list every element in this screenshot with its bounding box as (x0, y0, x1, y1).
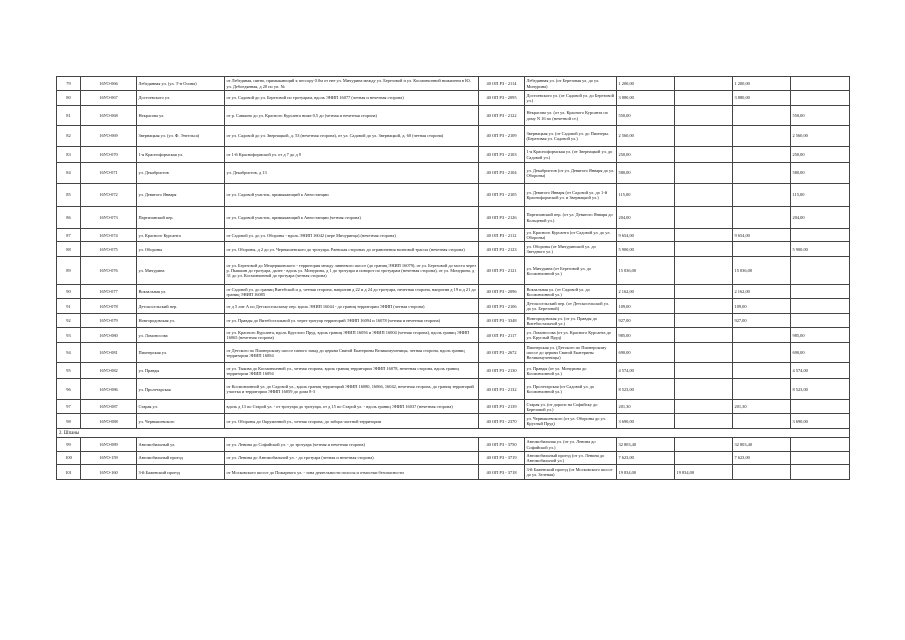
row-name: 3-й Баженский проезд (137, 465, 225, 480)
row-area-cat1 (675, 414, 733, 429)
row-area-cat3 (791, 400, 850, 414)
row-section: Лебедянная ул. (от Березовая ул. до ул. Мичурина) (525, 77, 617, 91)
row-area-cat1 (675, 207, 733, 229)
row-area-cat2: 7 623,00 (733, 451, 791, 464)
row-area-cat1 (675, 229, 733, 242)
row-reg-number: 40 ОП РЗ - 2096 (479, 285, 525, 299)
row-section: ул. Девятого Января (от Садовой ул. до 1-й Красноформской ул. и Звернацкой ул.) (525, 184, 617, 207)
row-area-cat2 (733, 106, 791, 126)
row-area-cat3: 2 560,00 (791, 126, 850, 147)
row-total-area: 15 036,00 (617, 257, 675, 285)
row-code: 16УО-086 (81, 379, 137, 400)
document-page (56, 76, 849, 480)
row-area-cat2 (733, 414, 791, 429)
row-section: Партизанский пер. (от ул. Девятого Января до Кольцевой ул.) (525, 207, 617, 229)
row-number: 83 (57, 147, 81, 163)
roads-table (56, 76, 850, 480)
row-name: Достоевского ул. (137, 91, 225, 106)
row-section: ул. Пролетарская (от Садовой ул. до Космовчонной ул.) (525, 379, 617, 400)
row-area-cat3: 5 900,00 (791, 242, 850, 257)
row-number: 87 (57, 229, 81, 242)
table-row (57, 379, 850, 400)
row-area-cat2: 2 162,00 (733, 285, 791, 299)
table-row (57, 106, 850, 126)
table-row (57, 451, 850, 464)
table-row (57, 363, 850, 379)
row-reg-number: 40 ОП РЗ - 2117 (479, 328, 525, 343)
row-name: Пионерская ул. (137, 343, 225, 363)
row-name: ул. Обороны (137, 242, 225, 257)
row-name: ул. Пролетарская (137, 379, 225, 400)
row-number: 101 (57, 465, 81, 480)
row-reg-number: 40 ОП РЗ - 2130 (479, 363, 525, 379)
row-description: от ул. Березовой до Мещеряковского - территория между ливневого шоссе (до границ ЭНИП 16079), от ул. Березовой до моста через р. Пышкин до тротуара, далее - вдоль ул. Мичурина, д 1 до тротуара и поворот по тротуарам (нечетная сторона), от ул. Мичурина, д 31 до ул. Космовчонной до тротуара (четная сторона) (225, 257, 479, 285)
row-description: от Детского по Пионерскому шоссе паного запад до церкви Святой Екатерины Великомученицы, четная сторона, вдоль границ территории ЭНИП 16084 (225, 343, 479, 363)
row-description: от Московского шоссе до Пожарного ул. - зона деятельности полосы и отмостки безопасности (225, 465, 479, 480)
row-area-cat1 (675, 328, 733, 343)
row-number: 100 (57, 451, 81, 464)
row-area-cat1 (675, 299, 733, 314)
row-area-cat3: 250,00 (791, 147, 850, 163)
row-area-cat3: 8 523,00 (791, 379, 850, 400)
row-area-cat1 (675, 106, 733, 126)
row-total-area: 927,00 (617, 314, 675, 328)
row-section: Звернацкая ул. (от Садовой ул. до Пионеры. (Березовая ул. Садовой ул.) (525, 126, 617, 147)
row-description: от ул. Тыкова до Космовчонной ул., четная сторона, вдоль границ территории ЭНИП 16078, нечетная сторона, вдоль границ территории ЭНИП 16094 (225, 363, 479, 379)
table-row (57, 343, 850, 363)
row-section: Автомобильный проезд (от ул. Ленина до Автомобильной ул.) (525, 451, 617, 464)
row-code: 16УО-087 (81, 400, 137, 414)
row-area-cat2 (733, 207, 791, 229)
row-name: ул. Чернышевского (137, 414, 225, 429)
row-area-cat3: 580,00 (791, 163, 850, 184)
row-area-cat1 (675, 163, 733, 184)
row-description: от 1-й Красноформской ул. от д 7 до д 9 (225, 147, 479, 163)
row-area-cat2: 201,30 (733, 400, 791, 414)
row-name: ул. Декабристов (137, 163, 225, 184)
row-description: от р. Савкино до ул. Красного Курсанта ниже 0,5 до (четная и нечетная сторона) (225, 106, 479, 126)
row-code: 16УО-160 (81, 465, 137, 480)
row-area-cat1: 19 834,00 (675, 465, 733, 480)
row-description: ул. Декабристов, д 13 (225, 163, 479, 184)
row-description: от Садовой ул. до границ Витебской и д. четная сторона, напротив д 22 и д 24 до тротуара, нечетная сторона, напротив д 19 и д 21 до границ ЭНИП 16085 (225, 285, 479, 299)
row-number: 79 (57, 77, 81, 91)
row-section: Достоевского ул. (от Садовой ул. до Березовой ул.) (525, 91, 617, 106)
row-reg-number: 40 ОП РЗ - 2370 (479, 414, 525, 429)
row-number: 91 (57, 299, 81, 314)
row-code: 16УО-076 (81, 257, 137, 285)
row-total-area: 32 803,40 (617, 438, 675, 451)
row-total-area: 115,00 (617, 184, 675, 207)
row-code: 16УО-072 (81, 184, 137, 207)
row-area-cat2 (733, 184, 791, 207)
row-description: от ул. Обороны до Окруженной ул., четная сторона, до забора частной территории (225, 414, 479, 429)
row-area-cat3 (791, 438, 850, 451)
table-row (57, 314, 850, 328)
row-name: ул. Девятого Января (137, 184, 225, 207)
row-area-cat2 (733, 147, 791, 163)
row-reg-number: 40 ОП РЗ - 3719 (479, 451, 525, 464)
table-row (57, 126, 850, 147)
row-number: 82 (57, 126, 81, 147)
row-area-cat2: 927,00 (733, 314, 791, 328)
row-area-cat2 (733, 328, 791, 343)
row-number: 89 (57, 257, 81, 285)
row-area-cat3 (791, 285, 850, 299)
row-reg-number: 40 ОП РЗ - 3750 (479, 438, 525, 451)
row-number: 81 (57, 106, 81, 126)
row-section: Новгородовская ул. (от ул. Правды до Витебостальной ул.) (525, 314, 617, 328)
row-area-cat3: 204,00 (791, 207, 850, 229)
row-section: ул. Правды (от ул. Мичурина до Космовчонной ул.) (525, 363, 617, 379)
row-code: 16УО-088 (81, 414, 137, 429)
table-row (57, 77, 850, 91)
row-name: ул. Правды (137, 363, 225, 379)
row-reg-number: 40 ОП РЗ - 2121 (479, 257, 525, 285)
section-row (57, 429, 850, 438)
row-area-cat1 (675, 400, 733, 414)
row-section: 3-й Баженский проезд (от Московского шоссе до ул. Зеленая) (525, 465, 617, 480)
row-area-cat1 (675, 343, 733, 363)
row-code: 16УО-079 (81, 314, 137, 328)
row-reg-number: 40 ОП РЗ - 2139 (479, 400, 525, 414)
row-description: от ул. Садовой участок, примыкающий к Автостанции (225, 184, 479, 207)
row-section: ул. Декабристов (от ул. Девятого Января до ул. Обороны) (525, 163, 617, 184)
row-code: 16УО-069 (81, 126, 137, 147)
row-area-cat2: 15 036,00 (733, 257, 791, 285)
row-name: Автомобильный ул. (137, 438, 225, 451)
row-reg-number: 40 ОП РЗ - 2106 (479, 299, 525, 314)
row-section: ул. Ломоносова (от ул. Красного Курсанта до ул. Круглый Пруд) (525, 328, 617, 343)
row-reg-number: 40 ОП РЗ - 2103 (479, 147, 525, 163)
row-total-area: 7 623,00 (617, 451, 675, 464)
row-total-area: 9 654,00 (617, 229, 675, 242)
table-row (57, 400, 850, 414)
row-code: 16УО-073 (81, 207, 137, 229)
row-name: Новгородовская ул. (137, 314, 225, 328)
row-description: от ул. Садовой участок, примыкающий к Автостанции (четная сторона) (225, 207, 479, 229)
row-area-cat2 (733, 379, 791, 400)
row-number: 95 (57, 363, 81, 379)
row-code: 16УО-077 (81, 285, 137, 299)
row-description: от Космовчонной ул. до Садовой ул., вдоль границ территорий ЭНИП 16080, 16066, 16042, нечетная сторона, до границ территорий участка и территории ЭНИП 16059 до дома 8-3 (225, 379, 479, 400)
row-section: Некрасова ул. (от ул. Красного Курсанта по дому N 16 по (нечетной ст.) (525, 106, 617, 126)
row-area-cat3: 690,00 (791, 343, 850, 363)
table-row (57, 414, 850, 429)
row-number: 92 (57, 314, 81, 328)
row-section: Автомобильная ул. (от ул. Ленина до Софийской ул.) (525, 438, 617, 451)
row-reg-number: 40 ОП РЗ - 2114 (479, 77, 525, 91)
section-label: 2. Шпаны (57, 429, 850, 438)
row-name: ул. Мичурина (137, 257, 225, 285)
table-row (57, 207, 850, 229)
row-area-cat2 (733, 163, 791, 184)
row-name: Звернацкая ул. (ул. Ф. Энгельса) (137, 126, 225, 147)
row-area-cat3 (791, 257, 850, 285)
row-number: 90 (57, 285, 81, 299)
row-area-cat1 (675, 91, 733, 106)
row-area-cat1 (675, 147, 733, 163)
table-row (57, 299, 850, 314)
row-total-area: 5 900,00 (617, 242, 675, 257)
row-section: ул. Мичурина (от Березовой ул. до Космовчонной ул.) (525, 257, 617, 285)
row-area-cat3: 115,00 (791, 184, 850, 207)
row-description: от ул. Садовой до ул. Березовой по тротуарам, вдоль ЭНИП 16077 (четная и нечетная сторона) (225, 91, 479, 106)
row-number: 86 (57, 207, 81, 229)
row-number: 96 (57, 379, 81, 400)
row-name: ул. Ломоносова (137, 328, 225, 343)
row-number: 80 (57, 91, 81, 106)
row-reg-number: 40 ОП РЗ - 2105 (479, 184, 525, 207)
row-description: от ул. Красного Курсанта, вдоль Круглого Пруд, вдоль границ ЭНИП 16056 и ЭНИП 16004 (четная сторона), вдоль границ ЭНИП 16065 (нечетная сторона) (225, 328, 479, 343)
row-code: 16УО-089 (81, 438, 137, 451)
row-number: 97 (57, 400, 81, 414)
row-area-cat3 (791, 314, 850, 328)
row-reg-number: 40 ОП РЗ - 2132 (479, 379, 525, 400)
row-description: от Лебедяная, пятно, примыкающий к пессору 0.0м от нее ул. Мичурина между ул. Березовой и ул. Космовчонной нижилени в Ю, ул. Дебоедянная, д 20 по уп. № (225, 77, 479, 91)
row-section: Детскосельский пер. (от Детскосельской ул. до ул. Березовой) (525, 299, 617, 314)
row-number: 84 (57, 163, 81, 184)
row-reg-number: 40 ОП РЗ - 2672 (479, 343, 525, 363)
row-name: Автомобильный проезд (137, 451, 225, 464)
row-section: ул. Обороны (от Мичуринской ул. до Звездного ул.) (525, 242, 617, 257)
row-reg-number: 40 ОП РЗ - 2122 (479, 106, 525, 126)
row-name: Старая ул. (137, 400, 225, 414)
row-total-area: 985,00 (617, 328, 675, 343)
row-section: 1-я Красноформская ул. (от Звернацкой ул. до Садовой ул.) (525, 147, 617, 163)
row-description: от ул. Правды до Витебостальной ул. через тротуар территорий ЭНИП 16094 и 16078 (четная и нечетная сторона) (225, 314, 479, 328)
row-area-cat1 (675, 438, 733, 451)
row-total-area: 204,00 (617, 207, 675, 229)
row-area-cat2 (733, 126, 791, 147)
row-description: от ул. Ленина до Автомобильной ул. - до тротуара (четная и нечетная сторона) (225, 451, 479, 464)
row-area-cat2: 9 654,00 (733, 229, 791, 242)
row-number: 98 (57, 414, 81, 429)
row-total-area: 8 523,00 (617, 379, 675, 400)
row-code: 16УО-159 (81, 451, 137, 464)
row-area-cat3 (791, 451, 850, 464)
row-reg-number: 40 ОП РЗ - 2095 (479, 91, 525, 106)
row-name: Детскосельский пер. (137, 299, 225, 314)
row-section: Пионерская ул. (Детского по Пионерскому шоссе до церкви Святой Екатерины Великомученицы) (525, 343, 617, 363)
row-area-cat1 (675, 242, 733, 257)
row-name: 1-я Красноформская ул. (137, 147, 225, 163)
row-area-cat2 (733, 242, 791, 257)
row-code: 16УО-080 (81, 328, 137, 343)
row-total-area: 580,00 (617, 163, 675, 184)
row-area-cat3: 550,00 (791, 106, 850, 126)
row-area-cat1 (675, 257, 733, 285)
row-total-area: 109,00 (617, 299, 675, 314)
row-area-cat3 (791, 465, 850, 480)
row-area-cat1 (675, 379, 733, 400)
row-area-cat2 (733, 343, 791, 363)
row-number: 88 (57, 242, 81, 257)
table-row (57, 147, 850, 163)
row-area-cat2 (733, 363, 791, 379)
table-row (57, 328, 850, 343)
row-total-area: 201,30 (617, 400, 675, 414)
table-row (57, 257, 850, 285)
row-total-area: 19 834,00 (617, 465, 675, 480)
row-name: Партизанский пер. (137, 207, 225, 229)
table-row (57, 163, 850, 184)
row-area-cat2: 32 803,40 (733, 438, 791, 451)
table-body (57, 77, 850, 480)
row-section: Вокзальная ул. (от Садовой ул. до Космовчонной ул.) (525, 285, 617, 299)
row-reg-number: 40 ОП РЗ - 3348 (479, 314, 525, 328)
row-section: Старая ул. (от дороги на Софийску до Березовой ул.) (525, 400, 617, 414)
row-number: 99 (57, 438, 81, 451)
row-description: от ул. Ленина до Софийской ул. - до тротуара (четная и нечетная сторона) (225, 438, 479, 451)
row-total-area: 2 560,00 (617, 126, 675, 147)
row-area-cat3: 3 690,00 (791, 414, 850, 429)
row-total-area: 3 690,00 (617, 414, 675, 429)
table-row (57, 242, 850, 257)
row-area-cat2: 1 200,00 (733, 77, 791, 91)
row-reg-number: 40 ОП РЗ - 2123 (479, 242, 525, 257)
row-area-cat3 (791, 299, 850, 314)
row-total-area: 4 574,00 (617, 363, 675, 379)
row-total-area: 550,00 (617, 106, 675, 126)
row-name: ул. Красного Курсанта (137, 229, 225, 242)
table-row (57, 229, 850, 242)
row-area-cat3 (791, 229, 850, 242)
table-row (57, 438, 850, 451)
row-total-area: 1 200,00 (617, 77, 675, 91)
row-name: Некрасова ул. (137, 106, 225, 126)
row-area-cat1 (675, 285, 733, 299)
row-description: от ул. Обороны, д 2 до ул. Чернышевского до тротуара. Раевская сторонах до ограничения волновой трассы (нечетная сторона) (225, 242, 479, 257)
row-reg-number: 40 ОП РЗ - 2126 (479, 207, 525, 229)
row-total-area: 2 162,00 (617, 285, 675, 299)
row-area-cat1 (675, 184, 733, 207)
row-area-cat1 (675, 126, 733, 147)
table-row (57, 184, 850, 207)
row-description: от Садовой ул. до ул. Обороны - вдоль ЭНИП 16042 (пере Мичуринца) (нечетная сторона) (225, 229, 479, 242)
row-code: 16УО-067 (81, 91, 137, 106)
row-area-cat2 (733, 465, 791, 480)
row-area-cat1 (675, 314, 733, 328)
row-code: 16УО-070 (81, 147, 137, 163)
row-name: Вокзальная ул. (137, 285, 225, 299)
table-row (57, 91, 850, 106)
row-code: 16УО-081 (81, 343, 137, 363)
row-description: от д 5 лит А по Детскосельскому пер. вдоль ЭНИП 16044 - до границ территории ЭНИП (четная сторона) (225, 299, 479, 314)
row-total-area: 3 880,00 (617, 91, 675, 106)
table-row (57, 285, 850, 299)
row-area-cat3: 4 574,00 (791, 363, 850, 379)
row-reg-number: 40 ОП РЗ - 2104 (479, 163, 525, 184)
row-code: 16УО-082 (81, 363, 137, 379)
row-code: 16УО-071 (81, 163, 137, 184)
row-area-cat3: 985,00 (791, 328, 850, 343)
row-area-cat2: 109,00 (733, 299, 791, 314)
row-number: 93 (57, 328, 81, 343)
row-number: 85 (57, 184, 81, 207)
row-total-area: 690,00 (617, 343, 675, 363)
row-reg-number: 40 ОП РЗ - 2112 (479, 229, 525, 242)
row-total-area: 250,00 (617, 147, 675, 163)
row-area-cat2: 3 880,00 (733, 91, 791, 106)
row-number: 94 (57, 343, 81, 363)
row-code: 16УО-075 (81, 242, 137, 257)
row-reg-number: 40 ОП РЗ - 3718 (479, 465, 525, 480)
row-area-cat1 (675, 451, 733, 464)
row-area-cat1 (675, 77, 733, 91)
row-code: 16УО-074 (81, 229, 137, 242)
row-area-cat1 (675, 363, 733, 379)
row-description: вдоль д 13 по Старой ул. - от тротуара до тротуара, от д 15 по Старой ул. - вдоль границ ЭНИП 16037 (нечетная сторона) (225, 400, 479, 414)
row-description: от ул. Садовой до ул. Звернацкой, д. 53 (нечетная сторона), от ул. Садовой до ул. Звернацкой, д. 60 (четная сторона) (225, 126, 479, 147)
row-area-cat3 (791, 77, 850, 91)
row-code: 16УО-066 (81, 77, 137, 91)
row-section: ул. Красного Курсанта (от Садовой ул. до ул. Обороны) (525, 229, 617, 242)
row-section: ул. Чернышевского (от ул. Обороны до ул. Круглый Пруд) (525, 414, 617, 429)
row-code: 16УО-068 (81, 106, 137, 126)
table-row (57, 465, 850, 480)
row-name: Лебедянная ул. (ул. Т-н Осина) (137, 77, 225, 91)
row-area-cat3 (791, 91, 850, 106)
row-code: 16УО-078 (81, 299, 137, 314)
row-reg-number: 40 ОП РЗ - 2109 (479, 126, 525, 147)
